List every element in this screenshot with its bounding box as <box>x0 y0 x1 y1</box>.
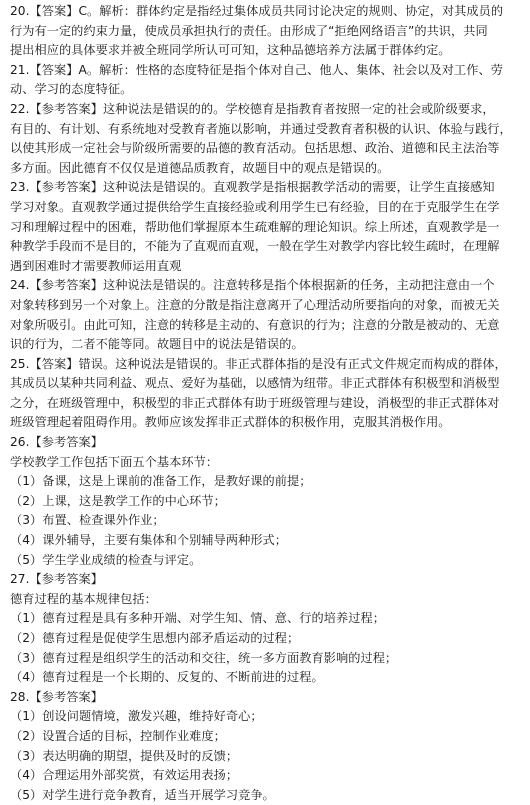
answer-20-line-1: 20.【答案】C。解析：群体约定是指经过集体成员共同讨论决定的规则、协定，对其成员的 <box>10 4 504 18</box>
answer-27 <box>10 570 522 688</box>
answer-28-item-4: （4）合理运用外部奖赏，有效运用表扬； <box>10 768 239 783</box>
answer-20 <box>10 2 522 61</box>
answer-25-line-4: 班级管理起着阻碍作用。教师应该发挥非正式群体的积极作用，克服其消极作用。 <box>10 415 451 430</box>
answer-21-line-2: 动、学习的态度特征。 <box>10 82 133 97</box>
answer-24-line-1: 24.【参考答案】这种说法是错误的。注意转移是指个体根据新的任务，主动把注意由一个 <box>10 278 495 293</box>
answer-23 <box>10 178 522 276</box>
answer-26 <box>10 433 522 570</box>
answer-24-line-2: 对象转移到另一个对象上。注意的分散是指注意离开了心理活动所要指向的对象，而被无关 <box>10 297 500 312</box>
answer-28-item-3: （3）表达明确的期望，提供及时的反馈； <box>10 748 239 763</box>
answer-27-intro: 德育过程的基本规律包括： <box>10 591 157 606</box>
answer-25-line-2: 其成员以某种共同利益、观点、爱好为基础，以感情为纽带。非正式群体有积极型和消极型 <box>10 376 500 391</box>
answer-28-heading: 28.【参考答案】 <box>10 689 103 704</box>
answer-27-item-1: （1）德育过程是具有多种开端、对学生知、情、意、行的培养过程； <box>10 611 385 626</box>
answer-27-item-2: （2）德育过程是促使学生思想内部矛盾运动的过程； <box>10 631 300 645</box>
answer-27-heading: 27.【参考答案】 <box>10 572 103 587</box>
answer-27-item-4: （4）德育过程是一个长期的、反复的、不断前进的过程。 <box>10 670 324 685</box>
answer-22-line-3: 以使其形成一定社会与阶级所需要的品德的教育活动。包括思想、政治、道德和民主法治等 <box>10 141 500 156</box>
answer-26-item-1: （1）备课，这是上课前的准备工作，是教好课的前提； <box>10 474 312 489</box>
answer-26-item-4: （4）课外辅导，主要有集体和个别辅导两种形式； <box>10 533 288 548</box>
answer-24-line-3: 对象所吸引。由此可知，注意的转移是主动的、有意识的行为；注意的分散是被动的、无意 <box>10 317 500 332</box>
answer-28-item-5: （5）对学生进行竞争教育，适当开展学习竞争。 <box>10 787 275 802</box>
answer-22-line-4: 多方面。因此德育不仅仅是道德品质教育，故题目中的观点是错误的。 <box>10 160 390 175</box>
answer-25 <box>10 355 522 433</box>
answer-24 <box>10 276 522 354</box>
answer-22-line-2: 有目的、有计划、有系统地对受教育者施以影响，并通过受教育者积极的认识、体验与践行， <box>10 121 512 136</box>
answer-23-line-5: 遇到困难时才需要教师运用直观 <box>10 258 182 273</box>
answer-22 <box>10 100 522 178</box>
answer-21 <box>10 61 522 100</box>
answer-20-line-3: 提出相应的具体要求并被全班同学所认可可知，这种品德培养方法属于群体约定。 <box>10 43 451 58</box>
answer-24-line-4: 识的行为，二者不能等同。故题目中的说法是错误的。 <box>10 337 304 352</box>
answer-22-line-1: 22.【参考答案】这种说法是错误的的。学校德育是指教育者按照一定的社会或阶级要求， <box>10 101 495 116</box>
answer-25-line-1: 25.【答案】错误。这种说法是错误的。非正式群体指的是没有正式文件规定而构成的群体， <box>10 356 507 371</box>
answer-23-line-4: 种教学手段而不是目的，不能为了直观而直观，一般在学生对教学内容比较生疏时，在理解 <box>10 239 500 254</box>
answer-28 <box>10 688 522 805</box>
answer-26-item-2: （2）上课，这是教学工作的中心环节； <box>10 493 226 508</box>
answer-23-line-2: 学习对象。直观教学通过提供给学生直接经验或利用学生已有经验，目的在于克服学生在学 <box>10 199 500 214</box>
answer-26-item-5: （5）学生学业成绩的检查与评定。 <box>10 552 202 567</box>
answer-25-line-3: 之分，在班级管理中，积极型的非正式群体有助于班级管理与建设，消极型的非正式群体对 <box>10 395 500 410</box>
answer-23-line-3: 习和理解过程中的困难，帮助他们掌握原本生疏难解的理论知识。综上所述，直观教学是一 <box>10 219 500 234</box>
answer-20-line-2: 行为有一定的约束力量，使成员承担执行的责任。由形成了“拒绝网络语言”的共识，共同 <box>10 23 488 38</box>
answer-28-item-1: （1）创设问题情境，激发兴趣，维持好奇心； <box>10 709 263 724</box>
answer-26-item-3: （3）布置、检查课外作业； <box>10 513 165 528</box>
answer-27-item-3: （3）德育过程是组织学生的活动和交往，统一多方面教育影响的过程； <box>10 650 398 665</box>
answer-21-line-1: 21.【答案】A。解析：性格的态度特征是指个体对自己、他人、集体、社会以及对工作、劳 <box>10 62 503 77</box>
answer-26-intro: 学校教学工作包括下面五个基本环节： <box>10 454 219 469</box>
answer-23-line-1: 23.【参考答案】这种说法是错误的。直观教学是指根据教学活动的需要，让学生直接感知 <box>10 180 495 195</box>
answer-28-item-2: （2）设置合适的目标，控制作业难度； <box>10 728 226 743</box>
answer-26-heading: 26.【参考答案】 <box>10 435 103 450</box>
